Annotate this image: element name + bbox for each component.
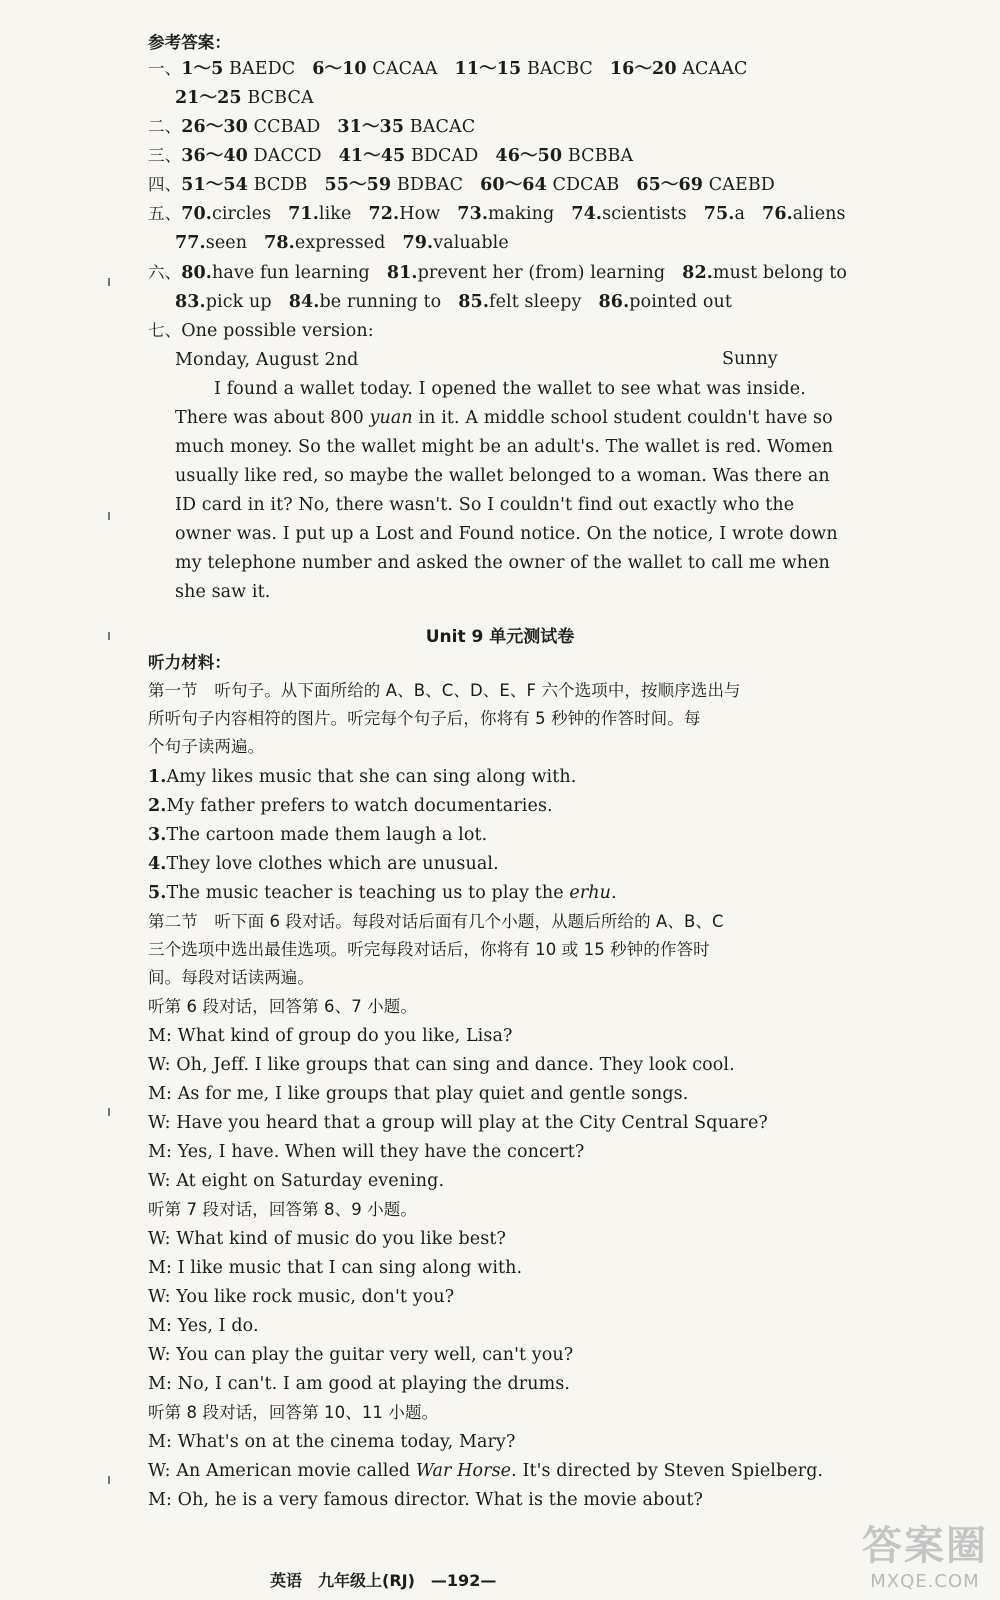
range-label: 60～64 xyxy=(480,175,547,195)
watermark-url: MXQE.COM xyxy=(870,1571,980,1592)
version-label: One possible version: xyxy=(181,321,374,341)
item-number: 81. xyxy=(386,263,418,283)
answer-text: must belong to xyxy=(712,263,848,283)
item-number: 76. xyxy=(762,204,793,224)
item-number: 85. xyxy=(458,292,490,312)
margin-mark xyxy=(108,278,110,286)
item-number: 84. xyxy=(288,292,320,312)
answer-text: seen xyxy=(205,233,248,253)
essay-line: ID card in it? No, there wasn't. So I couldn't find out exactly who the xyxy=(175,495,795,515)
part1-instruction: 个句子读两遍。 xyxy=(148,737,265,756)
answer-text: BACAC xyxy=(409,117,476,137)
page-number: —192— xyxy=(430,1571,497,1590)
dialogue-line: W: You can play the guitar very well, can't you? xyxy=(148,1345,574,1365)
diary-weather: Sunny xyxy=(722,349,778,369)
unit-title: Unit 9 单元测试卷 xyxy=(425,627,575,647)
answer-row-7 xyxy=(148,320,374,342)
dialogue-line: W: Have you heard that a group will play at the City Central Square? xyxy=(148,1113,768,1133)
answer-text: aliens xyxy=(792,204,846,224)
dialogue-header: 听第 7 段对话，回答第 8、9 小题。 xyxy=(148,1200,417,1219)
margin-mark xyxy=(108,1476,110,1484)
watermark-logo: 答案圈 xyxy=(862,1523,988,1569)
answer-row-4 xyxy=(148,174,775,196)
item-number: 75. xyxy=(703,204,735,224)
sentence-text: The music teacher is teaching us to play the xyxy=(166,883,570,903)
answer-text: BDCAD xyxy=(410,146,479,166)
answer-text: like xyxy=(318,204,352,224)
item-number: 70. xyxy=(181,204,212,224)
range-label: 36～40 xyxy=(181,146,248,166)
section-label: 六、 xyxy=(148,263,182,282)
margin-mark xyxy=(108,632,110,640)
answers-heading: 参考答案： xyxy=(148,33,231,52)
essay-italic: yuan xyxy=(369,408,413,428)
section-label: 五、 xyxy=(148,204,182,223)
dialogue-header: 听第 6 段对话，回答第 6、7 小题。 xyxy=(148,997,417,1016)
section-label: 一、 xyxy=(148,59,182,78)
sentence-item xyxy=(148,853,499,875)
sentence-item xyxy=(148,882,617,904)
dialogue-header: 听第 8 段对话，回答第 10、11 小题。 xyxy=(148,1403,439,1422)
sentence-item xyxy=(148,766,576,788)
item-number: 80. xyxy=(181,263,212,283)
item-number: 72. xyxy=(368,204,400,224)
dialogue-line: M: Oh, he is a very famous director. What is the movie about? xyxy=(148,1490,703,1510)
range-label: 51～54 xyxy=(181,175,248,195)
item-number: 79. xyxy=(402,233,434,253)
dialogue-line: M: No, I can't. I am good at playing the drums. xyxy=(148,1374,571,1394)
essay-line: much money. So the wallet might be an adult's. The wallet is red. Women xyxy=(175,437,834,457)
answer-text: pick up xyxy=(205,292,272,312)
sentence-text: Amy likes music that she can sing along with. xyxy=(166,767,577,787)
section-label: 二、 xyxy=(148,117,182,136)
sentence-text: My father prefers to watch documentaries. xyxy=(166,796,553,816)
part1-instruction: 所听句子内容相符的图片。听完每个句子后，你将有 5 秒钟的作答时间。每 xyxy=(148,709,701,728)
answer-text: BCBBA xyxy=(567,146,634,166)
answer-text: BDBAC xyxy=(396,175,464,195)
answer-text: pointed out xyxy=(629,292,732,312)
answer-text: be running to xyxy=(319,292,442,312)
answer-text: circles xyxy=(211,204,272,224)
answer-text: How xyxy=(399,204,441,224)
answer-text: BAEDC xyxy=(229,59,296,79)
dialogue-line xyxy=(148,1460,823,1482)
sentence-end: . xyxy=(611,883,617,903)
answer-row-3 xyxy=(148,145,633,167)
answer-text: CDCAB xyxy=(552,175,620,195)
item-number: 5. xyxy=(148,883,167,903)
answer-text: valuable xyxy=(433,233,509,253)
item-number: 4. xyxy=(148,854,167,874)
item-number: 86. xyxy=(598,292,630,312)
answer-text: felt sleepy xyxy=(489,292,582,312)
dialogue-line: M: Yes, I do. xyxy=(148,1316,259,1336)
dialogue-text: W: An American movie called xyxy=(148,1461,416,1481)
range-label: 55～59 xyxy=(324,175,392,195)
page-footer xyxy=(270,1568,512,1591)
item-number: 73. xyxy=(457,204,489,224)
essay-line xyxy=(175,407,833,429)
part1-instruction: 第一节 听句子。从下面所给的 A、B、C、D、E、F 六个选项中，按顺序选出与 xyxy=(148,681,741,700)
answer-row-5 xyxy=(148,203,846,225)
essay-text: There was about 800 xyxy=(175,408,370,428)
range-label: 46～50 xyxy=(495,146,563,166)
part2-instruction: 间。每段对话读两遍。 xyxy=(148,968,314,987)
item-number: 83. xyxy=(175,292,206,312)
item-number: 1. xyxy=(148,767,167,787)
listening-heading: 听力材料： xyxy=(148,653,231,672)
part2-instruction: 三个选项中选出最佳选项。听完每段对话后，你将有 10 或 15 秒钟的作答时 xyxy=(148,940,710,959)
item-number: 71. xyxy=(288,204,319,224)
range-label: 6～10 xyxy=(312,59,367,79)
answer-text: DACCD xyxy=(253,146,322,166)
answer-text: BCDB xyxy=(253,175,308,195)
range-label: 1～5 xyxy=(181,59,224,79)
section-label: 七、 xyxy=(148,321,182,340)
item-number: 2. xyxy=(148,796,167,816)
answer-text: BACBC xyxy=(526,59,593,79)
part2-instruction: 第二节 听下面 6 段对话。每段对话后面有几个小题，从题后所给的 A、B、C xyxy=(148,912,724,931)
section-label: 四、 xyxy=(148,175,182,194)
answer-text: making xyxy=(488,204,555,224)
item-number: 74. xyxy=(571,204,603,224)
answer-text: CAEBD xyxy=(708,175,775,195)
answer-text: CCBAD xyxy=(253,117,321,137)
range-label: 31～35 xyxy=(337,117,405,137)
answer-text: a xyxy=(734,204,746,224)
range-label: 11～15 xyxy=(454,59,522,79)
sentence-text: The cartoon made them laugh a lot. xyxy=(166,825,488,845)
range-label: 65～69 xyxy=(636,175,704,195)
dialogue-line: M: What kind of group do you like, Lisa? xyxy=(148,1026,513,1046)
dialogue-line: W: What kind of music do you like best? xyxy=(148,1229,506,1249)
footer-subject: 英语 xyxy=(270,1571,303,1590)
answer-row-2 xyxy=(148,116,475,138)
movie-title: War Horse xyxy=(415,1461,512,1481)
essay-line: I found a wallet today. I opened the wallet to see what was inside. xyxy=(214,379,806,399)
dialogue-line: M: Yes, I have. When will they have the concert? xyxy=(148,1142,585,1162)
item-number: 82. xyxy=(682,263,713,283)
sentence-italic: erhu xyxy=(569,883,612,903)
item-number: 77. xyxy=(175,233,206,253)
section-label: 三、 xyxy=(148,146,182,165)
diary-date: Monday, August 2nd xyxy=(175,350,359,370)
essay-line: my telephone number and asked the owner of the wallet to call me when xyxy=(175,553,830,573)
answer-row-5b xyxy=(175,232,509,254)
dialogue-line: W: Oh, Jeff. I like groups that can sing and dance. They look cool. xyxy=(148,1055,735,1075)
essay-line: usually like red, so maybe the wallet belonged to a woman. Was there an xyxy=(175,466,830,486)
answer-row-1b xyxy=(175,87,314,109)
watermark xyxy=(862,1514,988,1592)
item-number: 3. xyxy=(148,825,167,845)
answer-text: expressed xyxy=(294,233,386,253)
answer-text: prevent her (from) learning xyxy=(417,263,666,283)
item-number: 78. xyxy=(264,233,295,253)
dialogue-line: W: At eight on Saturday evening. xyxy=(148,1171,445,1191)
answer-text: ACAAC xyxy=(682,59,748,79)
sentence-text: They love clothes which are unusual. xyxy=(166,854,499,874)
answer-text: scientists xyxy=(602,204,687,224)
range-label: 26～30 xyxy=(181,117,248,137)
answer-row-6b xyxy=(175,291,732,313)
answer-text: CACAA xyxy=(372,59,438,79)
range-label: 41～45 xyxy=(338,146,406,166)
margin-mark xyxy=(108,1108,110,1116)
essay-text: in it. A middle school student couldn't have so xyxy=(412,408,833,428)
answer-text: BCBCA xyxy=(247,88,314,108)
dialogue-line: M: I like music that I can sing along with. xyxy=(148,1258,523,1278)
dialogue-line: M: As for me, I like groups that play quiet and gentle songs. xyxy=(148,1084,689,1104)
range-label: 16～20 xyxy=(609,59,677,79)
essay-line: she saw it. xyxy=(175,582,271,602)
sentence-item xyxy=(148,824,487,846)
dialogue-line: W: You like rock music, don't you? xyxy=(148,1287,455,1307)
essay-line: owner was. I put up a Lost and Found notice. On the notice, I wrote down xyxy=(175,524,838,544)
answer-row-1 xyxy=(148,58,748,80)
answer-row-6 xyxy=(148,262,847,284)
dialogue-line: M: What's on at the cinema today, Mary? xyxy=(148,1432,516,1452)
margin-mark xyxy=(108,512,110,520)
dialogue-text: . It's directed by Steven Spielberg. xyxy=(511,1461,824,1481)
sentence-item xyxy=(148,795,553,817)
range-label: 21～25 xyxy=(175,88,242,108)
footer-grade: 九年级上(RJ) xyxy=(318,1571,415,1590)
answer-text: have fun learning xyxy=(211,263,370,283)
